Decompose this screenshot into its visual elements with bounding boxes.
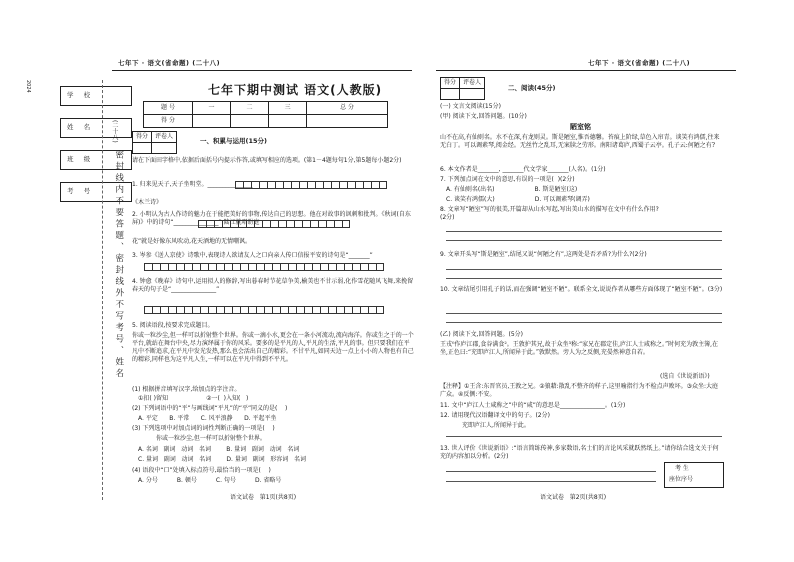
question-9: 9. 文章开头写“斯是陋室”,结尾又说“何陋之有”,这两处是否矛盾?为什么?(2分) [440,251,647,258]
score-cell[interactable] [269,115,307,128]
sub-question-3-options-ab[interactable]: A. 名词 副词 动词 名词 B. 量词 副词 动词 名词 [138,446,300,453]
grader-box-2 [440,77,485,100]
score-header: 一 [193,102,231,115]
grader-score-cell[interactable] [441,89,460,100]
question-8: 8. 文章写“陋室”写的很美,开篇却从山水写起,写出美山水的描写在文中有什么作用? [440,206,659,213]
class-label: 班 级 [67,155,95,163]
score-cell[interactable] [193,115,231,128]
score-header: 题 号 [144,102,193,115]
sub-question-2-options[interactable]: A. 平定 B. 平常 C. 风平浪静 D. 平起平坐 [138,415,277,422]
score-row-label: 得 分 [144,115,193,128]
question-6: 6. 本文作者是_______, _______代文学家_______(人名)。(1分) [440,166,606,173]
grader-score-cell[interactable] [133,143,152,154]
question-7: 7. 下列加点词在文中的意思,有误的一项是( )(2分) [440,176,575,183]
page1-title: 七年下期中测试 语文(人教版) [208,83,383,97]
question-3: 3. 岑参《送人京使》诗歌中,表现诗人欲请友人之口向亲人传口信报平安的诗句是“_______” [132,252,373,259]
sub-question-4: (4) 语段中“口”处填入标点符号,最恰当的一项是( ) [132,467,271,474]
sub-question-2: (2) 下列词语中的“平”与画线词“平凡”的“平”同义的是( ) [132,405,288,412]
stamp-label: (二十八) [110,120,118,143]
answer-grid-2[interactable] [198,220,350,228]
section1-title: 一、积累与运用(15分) [200,137,267,145]
grader-name-label: 评卷人 [460,78,485,89]
passage-b: 王戎⁰作庐江郡,食谷满食²。王敦护其兄,故于众坐³称:“家兄在郡定佳,庐江人士咸称之。”时何充为敦主簿,在坐,正色曰:“充即庐江人,所闻异于此。”敦默然。旁人为之反侧,充晏然神意自若。 [440,341,719,356]
question-1-source: 《木兰诗》 [132,199,163,206]
score-header: 二 [231,102,269,115]
instructions: 请在下面田字格中,依据后面括号内提示作答,或填写相应的选项。(第1－4题每句1分,第5题每小题2分) [132,157,402,164]
page1-header: 七年下 · 语文(省命题) (二十八) [118,59,221,67]
question-1: 1. 归来见天子,天子坐明堂。_______________ [132,181,253,188]
passage-b-notes: 【注释】①王含:东晋官员,王敦之兄。②狼藉:散乱不整齐的样子,这里喻指行为不检点声败坏。③众坐:大庭广众。④反侧:不安。 [440,383,719,398]
year-digits: 2024 [25,80,31,93]
sub-question-3: (3) 下列选项中对加点词的词性判断正确的一项是( ) [132,425,275,432]
answer-line-9b[interactable] [446,278,722,279]
seat-number-box [664,462,724,488]
grader-name-cell[interactable] [152,143,177,154]
seat-label-1: 考 生 [675,465,689,472]
answer-line-9a[interactable] [446,269,722,270]
answer-line-13a[interactable] [446,471,656,472]
answer-line-8b[interactable] [446,240,722,241]
passage-b-source: (选自《世说新语》) [660,373,710,380]
seal-notice: 密封线内不要答题、密封线外不写考号、姓名 [113,150,124,380]
sub-question-4-options[interactable]: A. 分号 B. 顿号 C. 句号 D. 省略号 [138,477,282,484]
answer-grid-1[interactable] [235,181,387,189]
grader-score-label: 得分 [441,78,460,89]
answer-grid-3[interactable] [144,263,384,271]
page1-header-rule [112,70,412,71]
school-label: 学 校 [67,91,95,99]
answer-line-8a[interactable] [446,231,722,232]
poem-title: 陋室铭 [570,123,591,131]
grader-score-label: 得分 [133,132,152,143]
score-table [143,101,388,128]
score-cell[interactable] [307,115,388,128]
reading-passage: 你或一粒沙尘,但一样可以折射整个世界。你或一滴小水,更会在一条小河流动,流向海洋。你或生之于的一个平台,就站在舞台中央,尽力演绎属于你的风采。要多的是平凡的人,平凡的生活,平凡的事。但只要我们在平凡中不断追求,在平凡中发光发热,那么也会活出自己的精彩。不甘平凡,如同天边一点上小小的人物也有自己的精彩,同样也为这平凡人生,一样可以在平凡中得到不平凡。 [132,332,414,363]
grader-name-cell[interactable] [460,89,485,100]
seal-line [102,80,103,500]
question-4: 4. 钟愈《晚春》诗句中,运用拟人的修辞,写出暮春时节花草争美,榆美也不甘示弱,化作雪花随风飞舞,来挽留春天的句子是“_______________” [132,278,414,293]
grader-name-label: 评卷人 [152,132,177,143]
reading-part-b: (乙) 阅读下文,回答问题。(5分) [440,331,523,338]
answer-line-10a[interactable] [446,313,722,314]
page2-header-rule [436,70,736,71]
score-header: 总 分 [307,102,388,115]
section2-title: 二、阅读(45分) [508,84,556,92]
sub-question-3-options-cd[interactable]: C. 量词 副词 动词 名词 D. 量词 副词 形容词 名词 [138,456,307,463]
reading-part-a1: (甲) 阅读下文,回答问题。(10分) [440,113,527,120]
question-10: 10. 文章结尾引用孔子的话,而在强调“陋室不陋”。联系全文,说说作者从哪些方面体现了“陋室不陋”。(3分) [440,286,723,293]
name-field[interactable] [60,118,132,138]
poem-text: 山不在高,有仙则名。水不在深,有龙则灵。斯是陋室,惟吾德馨。苔痕上阶绿,草色入帘青。谈笑有鸿儒,往来无白丁。可以调素琴,阅金经。无丝竹之乱耳,无案牍之劳形。南阳诸葛庐,西蜀子云亭。孔子云:何陋之有? [440,134,720,149]
answer-line-12[interactable] [446,436,722,437]
question-11: 11. 文中“庐江人士咸称之”中的“咸”的意思是_______________。(1分) [440,402,626,409]
question-5: 5. 阅读语段,按要求完成题目。 [132,322,214,329]
page2-footer: 语文试卷 第2页(共8页) [540,494,607,501]
score-cell[interactable] [231,115,269,128]
question-12: 12. 请用现代汉语翻译文中的句子。(2分) [440,412,550,419]
question-7-options-cd[interactable]: C. 谈笑有鸿儒(大) D. 可以调素琴(调弄) [446,196,590,203]
question-7-options-ab[interactable]: A. 有仙则名(出名) B. 斯是陋室(这) [446,186,578,193]
sub-question-3-line: 你或一粒沙尘,但一样可以折射整个世界。 [156,435,266,442]
question-2: 2. 小明认为古人作诗的魅力在于能把美好的事物,传达自己的思想。他在对故事的讽刺和批判。《秋词(自东屏)》中的诗句“_______________”,陆江就唱盼庭 [132,211,411,226]
score-header: 三 [269,102,307,115]
answer-line-10b[interactable] [446,322,722,323]
school-field[interactable] [60,86,132,106]
grader-box-1 [132,131,177,154]
question-12-sentence: 充即庐江人,所闻异于此。 [462,422,530,429]
answer-line-13b[interactable] [446,481,656,482]
name-label: 姓 名 [67,123,95,131]
sub-question-1: (1) 根据拼音填写汉字,给加点的字注音。 [132,386,241,393]
exam-number-label: 考 号 [67,187,95,195]
seat-label-2: 座位序号 [669,476,694,483]
reading-part-a: (一) 文言文阅读(15分) [440,103,501,110]
page1-footer: 语文试卷 第1页(共8页) [230,494,297,501]
sub-question-1a: ①扣( )留知 ②一( )入知( ) [138,395,249,402]
question-13: 13. 世人评价《世说新语》:“语言简练传神,多家数语,名士们的言论风采就跃然纸上。”请你结合选文关于何充的内容加以分析。(2分) [440,445,719,460]
page2-header: 七年下 · 语文(省命题) (二十八) [588,59,691,67]
question-2-cont: 花”就是好像东风吹动,花天酒地的无情嘲讽。 [132,238,252,245]
answer-grid-4[interactable] [144,306,384,314]
question-8-points: (2分) [440,214,455,221]
